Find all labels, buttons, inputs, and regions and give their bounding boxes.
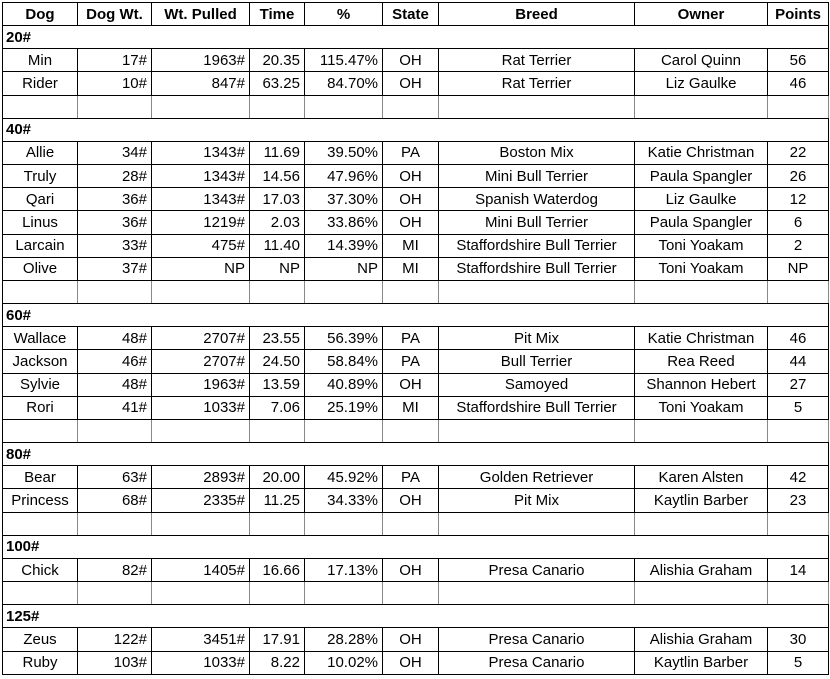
breed-cell: Pit Mix (439, 327, 635, 350)
state-cell: OH (383, 49, 439, 72)
breed-cell: Mini Bull Terrier (439, 211, 635, 234)
weight-class-label: 100# (3, 535, 829, 558)
spacer-cell (305, 419, 383, 442)
table-row (3, 373, 829, 396)
spacer-cell (152, 582, 250, 605)
spacer-row (3, 582, 829, 605)
weight-class-label: 80# (3, 443, 829, 466)
dog-cell: Wallace (3, 327, 78, 350)
dog-weight-cell: 103# (78, 651, 152, 674)
weight-pulled-cell: 1343# (152, 165, 250, 188)
spacer-cell (439, 419, 635, 442)
weight-pulled-cell: 475# (152, 234, 250, 257)
time-cell: 13.59 (250, 373, 305, 396)
weight-pulled-cell: 1219# (152, 211, 250, 234)
time-cell: 11.25 (250, 489, 305, 512)
dog-cell: Zeus (3, 628, 78, 651)
points-cell: 5 (768, 396, 829, 419)
percent-cell: 45.92% (305, 466, 383, 489)
weight-class-row (3, 443, 829, 466)
percent-cell: 115.47% (305, 49, 383, 72)
dog-weight-cell: 33# (78, 234, 152, 257)
owner-cell: Toni Yoakam (635, 234, 768, 257)
weight-pulled-cell: 2707# (152, 350, 250, 373)
time-cell: 2.03 (250, 211, 305, 234)
weight-pulled-cell: 2335# (152, 489, 250, 512)
spacer-cell (3, 512, 78, 535)
owner-cell: Kaytlin Barber (635, 489, 768, 512)
header-percent: % (305, 3, 383, 26)
owner-cell: Carol Quinn (635, 49, 768, 72)
weight-class-row (3, 605, 829, 628)
header-dog-weight: Dog Wt. (78, 3, 152, 26)
dog-cell: Jackson (3, 350, 78, 373)
spacer-cell (635, 512, 768, 535)
dog-cell: Princess (3, 489, 78, 512)
breed-cell: Golden Retriever (439, 466, 635, 489)
points-cell: 26 (768, 165, 829, 188)
spacer-cell (250, 512, 305, 535)
breed-cell: Bull Terrier (439, 350, 635, 373)
points-cell: 12 (768, 188, 829, 211)
points-cell: 5 (768, 651, 829, 674)
table-row (3, 257, 829, 280)
dog-weight-cell: 34# (78, 141, 152, 164)
spacer-row (3, 280, 829, 303)
spacer-cell (152, 512, 250, 535)
time-cell: 24.50 (250, 350, 305, 373)
points-cell: 56 (768, 49, 829, 72)
time-cell: 8.22 (250, 651, 305, 674)
owner-cell: Rea Reed (635, 350, 768, 373)
dog-cell: Bear (3, 466, 78, 489)
table-row (3, 188, 829, 211)
percent-cell: 34.33% (305, 489, 383, 512)
spacer-cell (768, 512, 829, 535)
spacer-cell (383, 95, 439, 118)
state-cell: OH (383, 72, 439, 95)
dog-cell: Qari (3, 188, 78, 211)
time-cell: 11.69 (250, 141, 305, 164)
points-cell: 14 (768, 558, 829, 581)
state-cell: OH (383, 211, 439, 234)
dog-weight-cell: 41# (78, 396, 152, 419)
owner-cell: Katie Christman (635, 327, 768, 350)
table-row (3, 558, 829, 581)
owner-cell: Paula Spangler (635, 211, 768, 234)
spacer-cell (383, 512, 439, 535)
weight-class-label: 40# (3, 118, 829, 141)
time-cell: 14.56 (250, 165, 305, 188)
percent-cell: 14.39% (305, 234, 383, 257)
table-row (3, 466, 829, 489)
breed-cell: Samoyed (439, 373, 635, 396)
weight-pulled-cell: 1033# (152, 396, 250, 419)
time-cell: 16.66 (250, 558, 305, 581)
breed-cell: Staffordshire Bull Terrier (439, 396, 635, 419)
spacer-cell (3, 280, 78, 303)
table-body (3, 26, 829, 675)
header-owner: Owner (635, 3, 768, 26)
percent-cell: 28.28% (305, 628, 383, 651)
owner-cell: Karen Alsten (635, 466, 768, 489)
dog-weight-cell: 63# (78, 466, 152, 489)
spacer-cell (383, 582, 439, 605)
state-cell: PA (383, 141, 439, 164)
owner-cell: Liz Gaulke (635, 72, 768, 95)
spacer-cell (3, 582, 78, 605)
state-cell: MI (383, 257, 439, 280)
spacer-cell (78, 582, 152, 605)
state-cell: PA (383, 466, 439, 489)
time-cell: 20.00 (250, 466, 305, 489)
state-cell: PA (383, 350, 439, 373)
spacer-cell (635, 419, 768, 442)
breed-cell: Rat Terrier (439, 49, 635, 72)
dog-weight-cell: 36# (78, 211, 152, 234)
owner-cell: Alishia Graham (635, 558, 768, 581)
dog-cell: Ruby (3, 651, 78, 674)
weight-pulled-cell: 3451# (152, 628, 250, 651)
dog-weight-cell: 48# (78, 373, 152, 396)
dog-cell: Olive (3, 257, 78, 280)
owner-cell: Toni Yoakam (635, 257, 768, 280)
percent-cell: 37.30% (305, 188, 383, 211)
time-cell: 11.40 (250, 234, 305, 257)
weight-pulled-cell: 847# (152, 72, 250, 95)
time-cell: 23.55 (250, 327, 305, 350)
percent-cell: 33.86% (305, 211, 383, 234)
spacer-cell (152, 280, 250, 303)
table-row (3, 396, 829, 419)
spacer-cell (768, 419, 829, 442)
dog-weight-cell: 37# (78, 257, 152, 280)
dog-weight-cell: 28# (78, 165, 152, 188)
table-row (3, 165, 829, 188)
spacer-cell (635, 280, 768, 303)
spacer-cell (250, 582, 305, 605)
spacer-cell (78, 280, 152, 303)
dog-weight-cell: 68# (78, 489, 152, 512)
state-cell: MI (383, 234, 439, 257)
percent-cell: 58.84% (305, 350, 383, 373)
weight-pulled-cell: 1963# (152, 49, 250, 72)
dog-weight-cell: 82# (78, 558, 152, 581)
dog-cell: Min (3, 49, 78, 72)
state-cell: OH (383, 165, 439, 188)
time-cell: 17.91 (250, 628, 305, 651)
header-row (3, 3, 829, 26)
dog-weight-cell: 46# (78, 350, 152, 373)
spacer-row (3, 419, 829, 442)
points-cell: 46 (768, 72, 829, 95)
percent-cell: 40.89% (305, 373, 383, 396)
points-cell: 6 (768, 211, 829, 234)
points-cell: 30 (768, 628, 829, 651)
breed-cell: Presa Canario (439, 558, 635, 581)
breed-cell: Staffordshire Bull Terrier (439, 257, 635, 280)
table-row (3, 211, 829, 234)
spacer-cell (383, 280, 439, 303)
header-state: State (383, 3, 439, 26)
spacer-cell (3, 95, 78, 118)
weight-pulled-cell: NP (152, 257, 250, 280)
time-cell: 7.06 (250, 396, 305, 419)
breed-cell: Rat Terrier (439, 72, 635, 95)
state-cell: MI (383, 396, 439, 419)
table-row (3, 234, 829, 257)
dog-weight-cell: 48# (78, 327, 152, 350)
state-cell: OH (383, 489, 439, 512)
points-cell: 42 (768, 466, 829, 489)
table-row (3, 141, 829, 164)
points-cell: 23 (768, 489, 829, 512)
breed-cell: Spanish Waterdog (439, 188, 635, 211)
weight-pulled-cell: 1343# (152, 141, 250, 164)
weight-pulled-cell: 1405# (152, 558, 250, 581)
breed-cell: Pit Mix (439, 489, 635, 512)
dog-cell: Rori (3, 396, 78, 419)
percent-cell: 84.70% (305, 72, 383, 95)
header-breed: Breed (439, 3, 635, 26)
state-cell: OH (383, 188, 439, 211)
spacer-cell (768, 582, 829, 605)
spacer-cell (78, 512, 152, 535)
percent-cell: 39.50% (305, 141, 383, 164)
spacer-cell (305, 95, 383, 118)
results-table (2, 2, 829, 675)
state-cell: OH (383, 373, 439, 396)
dog-weight-cell: 10# (78, 72, 152, 95)
state-cell: PA (383, 327, 439, 350)
state-cell: OH (383, 558, 439, 581)
breed-cell: Staffordshire Bull Terrier (439, 234, 635, 257)
spacer-cell (152, 95, 250, 118)
time-cell: 17.03 (250, 188, 305, 211)
weight-pulled-cell: 2707# (152, 327, 250, 350)
weight-pulled-cell: 1033# (152, 651, 250, 674)
spacer-row (3, 512, 829, 535)
owner-cell: Paula Spangler (635, 165, 768, 188)
breed-cell: Presa Canario (439, 628, 635, 651)
breed-cell: Mini Bull Terrier (439, 165, 635, 188)
owner-cell: Katie Christman (635, 141, 768, 164)
points-cell: 46 (768, 327, 829, 350)
weight-class-label: 60# (3, 304, 829, 327)
dog-cell: Linus (3, 211, 78, 234)
percent-cell: 25.19% (305, 396, 383, 419)
state-cell: OH (383, 628, 439, 651)
breed-cell: Boston Mix (439, 141, 635, 164)
time-cell: NP (250, 257, 305, 280)
spacer-cell (250, 280, 305, 303)
header-weight-pulled: Wt. Pulled (152, 3, 250, 26)
dog-cell: Truly (3, 165, 78, 188)
weight-class-label: 125# (3, 605, 829, 628)
spacer-cell (635, 95, 768, 118)
weight-class-row (3, 118, 829, 141)
table-row (3, 350, 829, 373)
spacer-cell (3, 419, 78, 442)
points-cell: NP (768, 257, 829, 280)
breed-cell: Presa Canario (439, 651, 635, 674)
spacer-cell (439, 512, 635, 535)
header-points: Points (768, 3, 829, 26)
owner-cell: Shannon Hebert (635, 373, 768, 396)
weight-class-row (3, 304, 829, 327)
spacer-cell (768, 95, 829, 118)
table-row (3, 49, 829, 72)
dog-weight-cell: 122# (78, 628, 152, 651)
percent-cell: 10.02% (305, 651, 383, 674)
percent-cell: NP (305, 257, 383, 280)
weight-pulled-cell: 2893# (152, 466, 250, 489)
spacer-row (3, 95, 829, 118)
dog-cell: Rider (3, 72, 78, 95)
time-cell: 63.25 (250, 72, 305, 95)
spacer-cell (152, 419, 250, 442)
dog-weight-cell: 36# (78, 188, 152, 211)
spacer-cell (250, 95, 305, 118)
spacer-cell (768, 280, 829, 303)
spacer-cell (305, 582, 383, 605)
header-dog: Dog (3, 3, 78, 26)
spacer-cell (305, 280, 383, 303)
dog-cell: Sylvie (3, 373, 78, 396)
spacer-cell (383, 419, 439, 442)
points-cell: 2 (768, 234, 829, 257)
dog-cell: Chick (3, 558, 78, 581)
points-cell: 27 (768, 373, 829, 396)
spacer-cell (635, 582, 768, 605)
percent-cell: 17.13% (305, 558, 383, 581)
weight-class-row (3, 26, 829, 49)
owner-cell: Alishia Graham (635, 628, 768, 651)
table-row (3, 651, 829, 674)
weight-class-label: 20# (3, 26, 829, 49)
weight-pulled-cell: 1963# (152, 373, 250, 396)
spacer-cell (305, 512, 383, 535)
weight-class-row (3, 535, 829, 558)
spacer-cell (250, 419, 305, 442)
spacer-cell (78, 95, 152, 118)
spacer-cell (439, 95, 635, 118)
percent-cell: 47.96% (305, 165, 383, 188)
spacer-cell (439, 280, 635, 303)
spacer-cell (439, 582, 635, 605)
dog-cell: Larcain (3, 234, 78, 257)
time-cell: 20.35 (250, 49, 305, 72)
spacer-cell (78, 419, 152, 442)
owner-cell: Liz Gaulke (635, 188, 768, 211)
state-cell: OH (383, 651, 439, 674)
dog-cell: Allie (3, 141, 78, 164)
table-row (3, 327, 829, 350)
points-cell: 44 (768, 350, 829, 373)
table-row (3, 628, 829, 651)
points-cell: 22 (768, 141, 829, 164)
owner-cell: Kaytlin Barber (635, 651, 768, 674)
table-row (3, 489, 829, 512)
percent-cell: 56.39% (305, 327, 383, 350)
dog-weight-cell: 17# (78, 49, 152, 72)
owner-cell: Toni Yoakam (635, 396, 768, 419)
weight-pulled-cell: 1343# (152, 188, 250, 211)
table-row (3, 72, 829, 95)
header-time: Time (250, 3, 305, 26)
